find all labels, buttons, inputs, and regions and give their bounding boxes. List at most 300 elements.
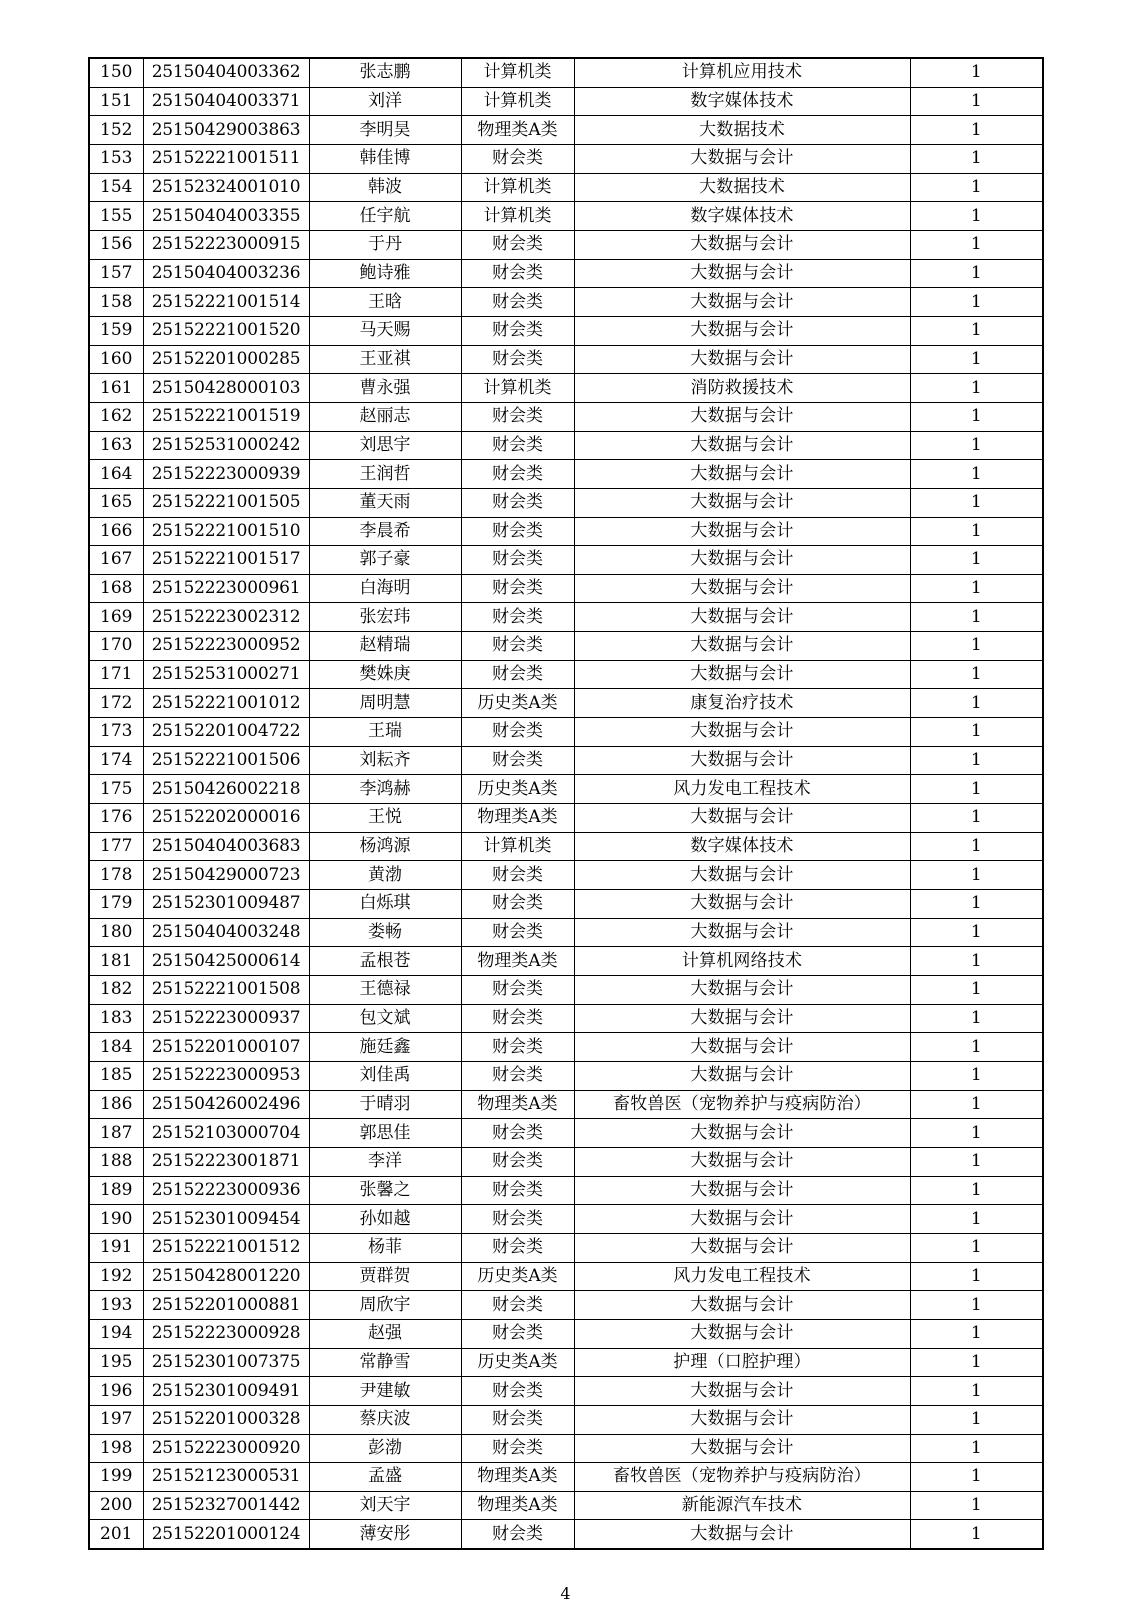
major-cell: 大数据技术 [574, 116, 910, 145]
exam-id-cell: 25150425000614 [143, 947, 309, 976]
count-cell: 1 [910, 918, 1043, 947]
student-name-cell: 贾群贺 [309, 1262, 461, 1291]
exam-id-cell: 25152223000915 [143, 230, 309, 259]
table-row [89, 689, 1043, 718]
exam-id-cell: 25152223000961 [143, 574, 309, 603]
row-number-cell: 179 [89, 890, 143, 919]
student-name-cell: 白海明 [309, 574, 461, 603]
student-name-cell: 刘佳禹 [309, 1061, 461, 1090]
student-name-cell: 郭思佳 [309, 1119, 461, 1148]
major-cell: 数字媒体技术 [574, 202, 910, 231]
table-row [89, 144, 1043, 173]
row-number-cell: 183 [89, 1004, 143, 1033]
student-name-cell: 白烁琪 [309, 890, 461, 919]
table-row [89, 288, 1043, 317]
category-cell: 财会类 [461, 144, 574, 173]
table-row [89, 374, 1043, 403]
count-cell: 1 [910, 116, 1043, 145]
category-cell: 财会类 [461, 488, 574, 517]
row-number-cell: 194 [89, 1319, 143, 1348]
category-cell: 财会类 [461, 890, 574, 919]
count-cell: 1 [910, 431, 1043, 460]
category-cell: 财会类 [461, 660, 574, 689]
category-cell: 财会类 [461, 1205, 574, 1234]
row-number-cell: 186 [89, 1090, 143, 1119]
row-number-cell: 189 [89, 1176, 143, 1205]
exam-id-cell: 25152223000937 [143, 1004, 309, 1033]
student-name-cell: 杨菲 [309, 1233, 461, 1262]
count-cell: 1 [910, 746, 1043, 775]
table-row [89, 947, 1043, 976]
row-number-cell: 168 [89, 574, 143, 603]
exam-id-cell: 25150404003355 [143, 202, 309, 231]
row-number-cell: 200 [89, 1491, 143, 1520]
table-row [89, 345, 1043, 374]
major-cell: 大数据与会计 [574, 460, 910, 489]
table-row [89, 1348, 1043, 1377]
row-number-cell: 156 [89, 230, 143, 259]
major-cell: 大数据与会计 [574, 660, 910, 689]
exam-id-cell: 25152223000939 [143, 460, 309, 489]
student-name-cell: 于晴羽 [309, 1090, 461, 1119]
category-cell: 财会类 [461, 1233, 574, 1262]
count-cell: 1 [910, 1147, 1043, 1176]
exam-id-cell: 25150426002218 [143, 775, 309, 804]
table-row [89, 1434, 1043, 1463]
major-cell: 数字媒体技术 [574, 832, 910, 861]
exam-id-cell: 25150404003362 [143, 58, 309, 87]
row-number-cell: 153 [89, 144, 143, 173]
exam-id-cell: 25152221001519 [143, 402, 309, 431]
category-cell: 财会类 [461, 1434, 574, 1463]
count-cell: 1 [910, 1491, 1043, 1520]
student-name-cell: 刘思宇 [309, 431, 461, 460]
count-cell: 1 [910, 1004, 1043, 1033]
count-cell: 1 [910, 1405, 1043, 1434]
row-number-cell: 169 [89, 603, 143, 632]
count-cell: 1 [910, 316, 1043, 345]
exam-id-cell: 25150428000103 [143, 374, 309, 403]
exam-id-cell: 25152221001512 [143, 1233, 309, 1262]
category-cell: 计算机类 [461, 58, 574, 87]
major-cell: 康复治疗技术 [574, 689, 910, 718]
major-cell: 大数据与会计 [574, 288, 910, 317]
table-row [89, 804, 1043, 833]
exam-id-cell: 25150404003248 [143, 918, 309, 947]
category-cell: 历史类A类 [461, 775, 574, 804]
row-number-cell: 157 [89, 259, 143, 288]
count-cell: 1 [910, 402, 1043, 431]
table-row [89, 1262, 1043, 1291]
table-row [89, 1176, 1043, 1205]
category-cell: 财会类 [461, 861, 574, 890]
count-cell: 1 [910, 144, 1043, 173]
major-cell: 数字媒体技术 [574, 87, 910, 116]
row-number-cell: 161 [89, 374, 143, 403]
category-cell: 财会类 [461, 1520, 574, 1549]
category-cell: 物理类A类 [461, 804, 574, 833]
exam-id-cell: 25152324001010 [143, 173, 309, 202]
student-name-cell: 王德禄 [309, 976, 461, 1005]
student-name-cell: 马天赐 [309, 316, 461, 345]
major-cell: 大数据与会计 [574, 431, 910, 460]
row-number-cell: 164 [89, 460, 143, 489]
count-cell: 1 [910, 1319, 1043, 1348]
count-cell: 1 [910, 1348, 1043, 1377]
major-cell: 大数据技术 [574, 173, 910, 202]
table-row [89, 918, 1043, 947]
student-name-cell: 董天雨 [309, 488, 461, 517]
student-name-cell: 赵强 [309, 1319, 461, 1348]
count-cell: 1 [910, 87, 1043, 116]
count-cell: 1 [910, 288, 1043, 317]
exam-id-cell: 25152221001505 [143, 488, 309, 517]
student-name-cell: 包文斌 [309, 1004, 461, 1033]
table-row [89, 316, 1043, 345]
count-cell: 1 [910, 947, 1043, 976]
exam-id-cell: 25150404003236 [143, 259, 309, 288]
student-name-cell: 赵丽志 [309, 402, 461, 431]
row-number-cell: 182 [89, 976, 143, 1005]
table-row [89, 1147, 1043, 1176]
category-cell: 物理类A类 [461, 1090, 574, 1119]
table-row [89, 1205, 1043, 1234]
category-cell: 历史类A类 [461, 1262, 574, 1291]
exam-id-cell: 25152301007375 [143, 1348, 309, 1377]
major-cell: 大数据与会计 [574, 488, 910, 517]
row-number-cell: 193 [89, 1291, 143, 1320]
major-cell: 风力发电工程技术 [574, 775, 910, 804]
count-cell: 1 [910, 374, 1043, 403]
table-row [89, 660, 1043, 689]
exam-id-cell: 25152202000016 [143, 804, 309, 833]
exam-id-cell: 25150429003863 [143, 116, 309, 145]
count-cell: 1 [910, 861, 1043, 890]
row-number-cell: 192 [89, 1262, 143, 1291]
exam-id-cell: 25152301009487 [143, 890, 309, 919]
table-row [89, 1491, 1043, 1520]
category-cell: 财会类 [461, 345, 574, 374]
count-cell: 1 [910, 1176, 1043, 1205]
table-row [89, 746, 1043, 775]
row-number-cell: 159 [89, 316, 143, 345]
category-cell: 财会类 [461, 1377, 574, 1406]
exam-id-cell: 25152221001506 [143, 746, 309, 775]
student-name-cell: 张宏玮 [309, 603, 461, 632]
category-cell: 计算机类 [461, 832, 574, 861]
major-cell: 大数据与会计 [574, 1405, 910, 1434]
major-cell: 大数据与会计 [574, 1205, 910, 1234]
category-cell: 物理类A类 [461, 1491, 574, 1520]
count-cell: 1 [910, 976, 1043, 1005]
row-number-cell: 150 [89, 58, 143, 87]
major-cell: 风力发电工程技术 [574, 1262, 910, 1291]
row-number-cell: 155 [89, 202, 143, 231]
student-name-cell: 彭渤 [309, 1434, 461, 1463]
table-row [89, 1233, 1043, 1262]
row-number-cell: 191 [89, 1233, 143, 1262]
count-cell: 1 [910, 890, 1043, 919]
category-cell: 财会类 [461, 1147, 574, 1176]
student-name-cell: 刘天宇 [309, 1491, 461, 1520]
count-cell: 1 [910, 1262, 1043, 1291]
row-number-cell: 162 [89, 402, 143, 431]
major-cell: 大数据与会计 [574, 804, 910, 833]
student-name-cell: 韩波 [309, 173, 461, 202]
count-cell: 1 [910, 1205, 1043, 1234]
student-name-cell: 蔡庆波 [309, 1405, 461, 1434]
exam-id-cell: 25152201000285 [143, 345, 309, 374]
count-cell: 1 [910, 804, 1043, 833]
table-row [89, 1291, 1043, 1320]
count-cell: 1 [910, 1520, 1043, 1549]
student-name-cell: 娄畅 [309, 918, 461, 947]
major-cell: 大数据与会计 [574, 1291, 910, 1320]
category-cell: 财会类 [461, 976, 574, 1005]
count-cell: 1 [910, 1377, 1043, 1406]
table-row [89, 1119, 1043, 1148]
major-cell: 大数据与会计 [574, 517, 910, 546]
student-name-cell: 孟盛 [309, 1463, 461, 1492]
major-cell: 大数据与会计 [574, 144, 910, 173]
table-row [89, 488, 1043, 517]
student-name-cell: 樊姝庚 [309, 660, 461, 689]
category-cell: 财会类 [461, 316, 574, 345]
major-cell: 大数据与会计 [574, 603, 910, 632]
category-cell: 历史类A类 [461, 1348, 574, 1377]
exam-id-cell: 25150429000723 [143, 861, 309, 890]
major-cell: 大数据与会计 [574, 230, 910, 259]
table-row [89, 1061, 1043, 1090]
row-number-cell: 175 [89, 775, 143, 804]
table-row [89, 58, 1043, 87]
category-cell: 财会类 [461, 574, 574, 603]
count-cell: 1 [910, 660, 1043, 689]
count-cell: 1 [910, 1233, 1043, 1262]
table-row [89, 1463, 1043, 1492]
major-cell: 大数据与会计 [574, 1520, 910, 1549]
exam-id-cell: 25152221001510 [143, 517, 309, 546]
major-cell: 大数据与会计 [574, 718, 910, 747]
student-name-cell: 王悦 [309, 804, 461, 833]
student-name-cell: 王晗 [309, 288, 461, 317]
major-cell: 大数据与会计 [574, 1233, 910, 1262]
row-number-cell: 178 [89, 861, 143, 890]
exam-id-cell: 25152221001520 [143, 316, 309, 345]
table-row [89, 173, 1043, 202]
count-cell: 1 [910, 1090, 1043, 1119]
student-name-cell: 张馨之 [309, 1176, 461, 1205]
table-row [89, 1004, 1043, 1033]
count-cell: 1 [910, 574, 1043, 603]
student-name-cell: 杨鸿源 [309, 832, 461, 861]
exam-id-cell: 25152531000242 [143, 431, 309, 460]
count-cell: 1 [910, 718, 1043, 747]
category-cell: 财会类 [461, 230, 574, 259]
count-cell: 1 [910, 488, 1043, 517]
row-number-cell: 184 [89, 1033, 143, 1062]
major-cell: 新能源汽车技术 [574, 1491, 910, 1520]
table-row [89, 1405, 1043, 1434]
major-cell: 大数据与会计 [574, 574, 910, 603]
exam-id-cell: 25150426002496 [143, 1090, 309, 1119]
row-number-cell: 195 [89, 1348, 143, 1377]
category-cell: 财会类 [461, 288, 574, 317]
major-cell: 大数据与会计 [574, 918, 910, 947]
page-number: 4 [560, 1584, 571, 1603]
exam-id-cell: 25152201000107 [143, 1033, 309, 1062]
student-name-cell: 李鸿赫 [309, 775, 461, 804]
student-name-cell: 李明昊 [309, 116, 461, 145]
table-row [89, 1319, 1043, 1348]
exam-id-cell: 25150404003371 [143, 87, 309, 116]
major-cell: 大数据与会计 [574, 1319, 910, 1348]
category-cell: 物理类A类 [461, 116, 574, 145]
exam-id-cell: 25152223000928 [143, 1319, 309, 1348]
exam-id-cell: 25152123000531 [143, 1463, 309, 1492]
exam-id-cell: 25152221001508 [143, 976, 309, 1005]
student-name-cell: 孟根苍 [309, 947, 461, 976]
exam-id-cell: 25152223002312 [143, 603, 309, 632]
table-row [89, 775, 1043, 804]
exam-id-cell: 25152301009454 [143, 1205, 309, 1234]
count-cell: 1 [910, 345, 1043, 374]
student-name-cell: 刘耘齐 [309, 746, 461, 775]
major-cell: 大数据与会计 [574, 1434, 910, 1463]
exam-id-cell: 25152223001871 [143, 1147, 309, 1176]
category-cell: 财会类 [461, 1319, 574, 1348]
major-cell: 大数据与会计 [574, 402, 910, 431]
category-cell: 财会类 [461, 632, 574, 661]
exam-id-cell: 25152301009491 [143, 1377, 309, 1406]
major-cell: 大数据与会计 [574, 1061, 910, 1090]
row-number-cell: 152 [89, 116, 143, 145]
exam-id-cell: 25152223000920 [143, 1434, 309, 1463]
table-row [89, 460, 1043, 489]
count-cell: 1 [910, 1434, 1043, 1463]
exam-id-cell: 25152103000704 [143, 1119, 309, 1148]
category-cell: 财会类 [461, 259, 574, 288]
major-cell: 大数据与会计 [574, 1004, 910, 1033]
category-cell: 财会类 [461, 1033, 574, 1062]
student-name-cell: 于丹 [309, 230, 461, 259]
category-cell: 计算机类 [461, 374, 574, 403]
student-name-cell: 尹建敏 [309, 1377, 461, 1406]
category-cell: 财会类 [461, 1405, 574, 1434]
student-name-cell: 黄渤 [309, 861, 461, 890]
major-cell: 计算机网络技术 [574, 947, 910, 976]
row-number-cell: 158 [89, 288, 143, 317]
category-cell: 财会类 [461, 517, 574, 546]
row-number-cell: 173 [89, 718, 143, 747]
table-row [89, 116, 1043, 145]
table-row [89, 402, 1043, 431]
row-number-cell: 172 [89, 689, 143, 718]
major-cell: 大数据与会计 [574, 546, 910, 575]
major-cell: 大数据与会计 [574, 890, 910, 919]
category-cell: 财会类 [461, 918, 574, 947]
category-cell: 财会类 [461, 402, 574, 431]
category-cell: 计算机类 [461, 87, 574, 116]
row-number-cell: 181 [89, 947, 143, 976]
major-cell: 大数据与会计 [574, 976, 910, 1005]
row-number-cell: 154 [89, 173, 143, 202]
major-cell: 大数据与会计 [574, 1377, 910, 1406]
table-row [89, 431, 1043, 460]
major-cell: 大数据与会计 [574, 1119, 910, 1148]
row-number-cell: 160 [89, 345, 143, 374]
table-row [89, 861, 1043, 890]
category-cell: 财会类 [461, 746, 574, 775]
exam-id-cell: 25150404003683 [143, 832, 309, 861]
category-cell: 计算机类 [461, 173, 574, 202]
student-name-cell: 周欣宇 [309, 1291, 461, 1320]
row-number-cell: 177 [89, 832, 143, 861]
major-cell: 护理（口腔护理） [574, 1348, 910, 1377]
exam-id-cell: 25152221001514 [143, 288, 309, 317]
major-cell: 大数据与会计 [574, 1033, 910, 1062]
major-cell: 大数据与会计 [574, 1176, 910, 1205]
row-number-cell: 165 [89, 488, 143, 517]
table-row [89, 890, 1043, 919]
major-cell: 畜牧兽医（宠物养护与疫病防治） [574, 1463, 910, 1492]
row-number-cell: 198 [89, 1434, 143, 1463]
student-name-cell: 王润哲 [309, 460, 461, 489]
table-row [89, 517, 1043, 546]
count-cell: 1 [910, 632, 1043, 661]
count-cell: 1 [910, 259, 1043, 288]
exam-id-cell: 25152327001442 [143, 1491, 309, 1520]
admission-roster-table [88, 57, 1044, 1550]
row-number-cell: 151 [89, 87, 143, 116]
category-cell: 计算机类 [461, 202, 574, 231]
category-cell: 物理类A类 [461, 1463, 574, 1492]
major-cell: 大数据与会计 [574, 1147, 910, 1176]
table-row [89, 259, 1043, 288]
row-number-cell: 176 [89, 804, 143, 833]
student-name-cell: 施廷鑫 [309, 1033, 461, 1062]
exam-id-cell: 25150428001220 [143, 1262, 309, 1291]
row-number-cell: 190 [89, 1205, 143, 1234]
table-row [89, 1090, 1043, 1119]
student-name-cell: 周明慧 [309, 689, 461, 718]
major-cell: 大数据与会计 [574, 259, 910, 288]
roster-body [89, 58, 1043, 1549]
table-row [89, 718, 1043, 747]
row-number-cell: 185 [89, 1061, 143, 1090]
major-cell: 大数据与会计 [574, 861, 910, 890]
category-cell: 财会类 [461, 546, 574, 575]
major-cell: 计算机应用技术 [574, 58, 910, 87]
exam-id-cell: 25152201004722 [143, 718, 309, 747]
major-cell: 大数据与会计 [574, 316, 910, 345]
category-cell: 财会类 [461, 718, 574, 747]
student-name-cell: 赵精瑞 [309, 632, 461, 661]
row-number-cell: 174 [89, 746, 143, 775]
category-cell: 财会类 [461, 1061, 574, 1090]
table-row [89, 1520, 1043, 1549]
row-number-cell: 199 [89, 1463, 143, 1492]
count-cell: 1 [910, 230, 1043, 259]
row-number-cell: 201 [89, 1520, 143, 1549]
row-number-cell: 170 [89, 632, 143, 661]
row-number-cell: 166 [89, 517, 143, 546]
table-row [89, 632, 1043, 661]
table-row [89, 1377, 1043, 1406]
exam-id-cell: 25152221001517 [143, 546, 309, 575]
count-cell: 1 [910, 173, 1043, 202]
student-name-cell: 常静雪 [309, 1348, 461, 1377]
